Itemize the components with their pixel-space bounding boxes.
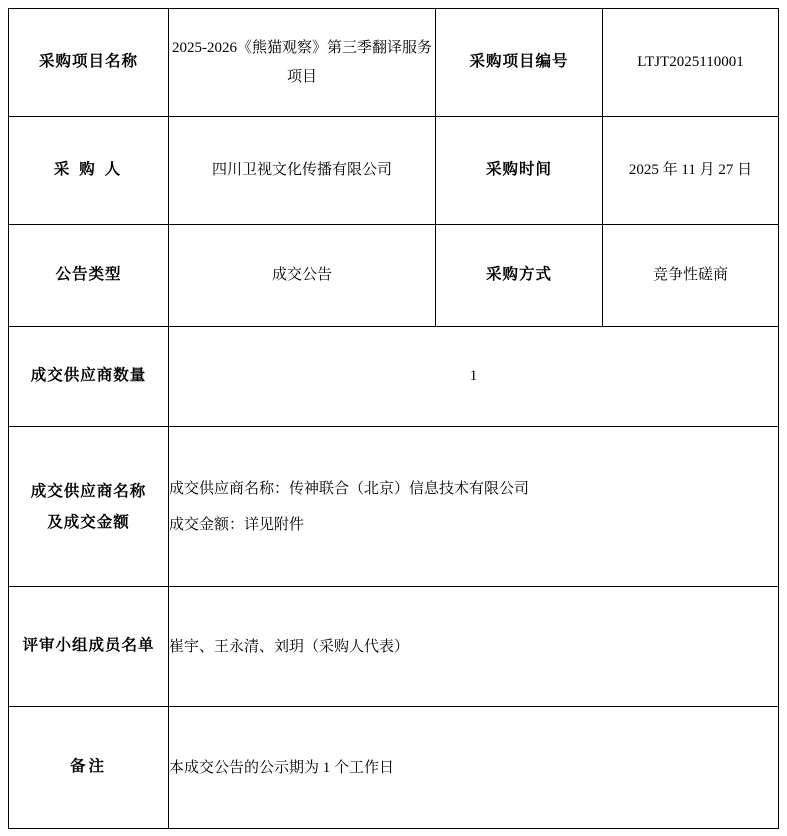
row-label-line1: 成交供应商名称	[30, 482, 147, 500]
row-value-purchase-method: 竞争性磋商	[603, 225, 779, 327]
row-value-review-panel: 崔宇、王永清、刘玥（采购人代表）	[169, 587, 779, 707]
table-row	[9, 427, 779, 587]
row-value-purchaser: 四川卫视文化传播有限公司	[169, 117, 436, 225]
row-value-purchase-time: 2025 年 11 月 27 日	[603, 117, 779, 225]
row-value-supplier-name-amount	[169, 427, 779, 587]
row-label-supplier-count: 成交供应商数量	[9, 327, 169, 427]
row-value-project-name: 2025-2026《熊猫观察》第三季翻译服务项目	[169, 9, 436, 117]
table-row	[9, 117, 779, 225]
row-value-announcement-type: 成交公告	[169, 225, 436, 327]
table-row	[9, 707, 779, 829]
table-row	[9, 587, 779, 707]
supplier-name-text: 成交供应商名称：传神联合（北京）信息技术有限公司	[169, 480, 530, 497]
row-label-purchaser: 采 购 人	[9, 117, 169, 225]
row-label-project-number: 采购项目编号	[436, 9, 603, 117]
row-label-line2: 及成交金额	[47, 513, 130, 531]
row-label-project-name: 采购项目名称	[9, 9, 169, 117]
supplier-amount-text: 成交金额：详见附件	[169, 516, 305, 533]
row-value-remarks: 本成交公告的公示期为 1 个工作日	[169, 707, 779, 829]
row-label-remarks: 备注	[9, 707, 169, 829]
row-value-supplier-count: 1	[169, 327, 779, 427]
row-label-purchase-method: 采购方式	[436, 225, 603, 327]
table-row	[9, 327, 779, 427]
procurement-info-table	[8, 8, 779, 829]
row-label-supplier-name-amount	[9, 427, 169, 587]
row-label-review-panel: 评审小组成员名单	[9, 587, 169, 707]
row-label-announcement-type: 公告类型	[9, 225, 169, 327]
table-row	[9, 9, 779, 117]
row-value-project-number: LTJT2025110001	[603, 9, 779, 117]
row-label-purchase-time: 采购时间	[436, 117, 603, 225]
table-row	[9, 225, 779, 327]
